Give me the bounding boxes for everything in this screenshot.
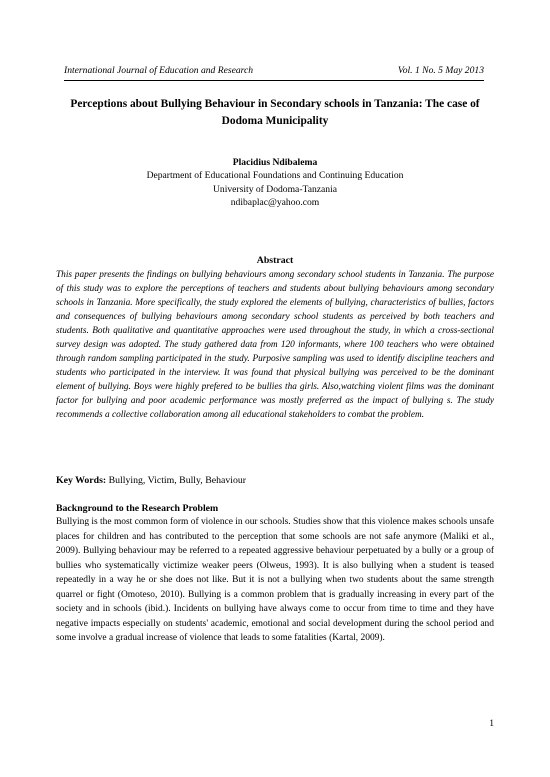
journal-name: International Journal of Education and Research bbox=[64, 65, 254, 76]
paper-title: Perceptions about Bullying Behaviour in Secondary schools in Tanzania: The case of Dodoma Municipality bbox=[70, 98, 480, 127]
keywords-text: Bullying, Victim, Bully, Behaviour bbox=[106, 475, 247, 486]
author-email: ndibaplac@yahoo.com bbox=[230, 197, 320, 209]
keywords-label: Key Words: bbox=[56, 475, 107, 486]
author-department: Department of Educational Foundations and Continuing Education bbox=[146, 170, 404, 182]
page-number: 1 bbox=[489, 718, 494, 729]
author-name: Placidius Ndibalema bbox=[232, 157, 318, 168]
abstract-heading: Abstract bbox=[256, 255, 294, 266]
author-block bbox=[56, 156, 494, 210]
section-heading: Backnground to the Research Problem bbox=[56, 503, 219, 514]
volume-issue: Vol. 1 No. 5 May 2013 bbox=[397, 65, 484, 76]
abstract-text: This paper presents the findings on bullying behaviours among secondary school students in Tanzania. The purpose of this study was to explore the perceptions of teachers and students about bullying behaviours among secondary schools in Tanzania. More specifically, the study explored the elements of bullying, characteristics of bullies, factors and consequences of bullying behaviours among secondary school students as perceived by both teachers and students. Both qualitative and quantitative approaches were used throughout the study, in which a cross-sectional survey design was adopted. The study gathered data from 120 informants, where 100 teachers who were obtained through random sampling participated in the study. Purposive sampling was used to identify discipline teachers and students who participated in the interview. It was found that physical bullying was perceived to be the dominant element of bullying. Boys were highly prefered to be bullies tha girls. Also,watching violent films was the dominant factor for bullying and poor academic performance was mostly preferred as the impact of bullying s. The study recommends a collective collaboration among all educational stakeholders to combat the problem. bbox=[56, 270, 494, 420]
author-university: University of Dodoma-Tanzania bbox=[212, 183, 337, 195]
section-body-text: Bullying is the most common form of violence in our schools. Studies show that this violence makes schools unsafe places for children and has contributed to the perception that some schools are not safe anymore (Maliki et al., 2009). Bullying behaviour may be referred to a repeated aggressive behaviour perpetuated by a bully or a group of bullies who systematically victimize weaker peers (Olweus, 1993). It is also bullying when a student is teased repeatedly in a way he or she does not like. But it is not a bullying when two students about the same strength quarrel or fight (Omoteso, 2010). Bullying is a common problem that is gradually increasing in every part of the society and in schools (ibid.). Incidents on bullying have always come to occur from time to time and they have negative impacts especially on students' academic, emotional and social development during the school period and some involve a gradual increase of violence that leads to some fatalities (Kartal, 2009). bbox=[56, 517, 495, 643]
keywords-line bbox=[56, 474, 494, 487]
running-header bbox=[64, 64, 484, 81]
